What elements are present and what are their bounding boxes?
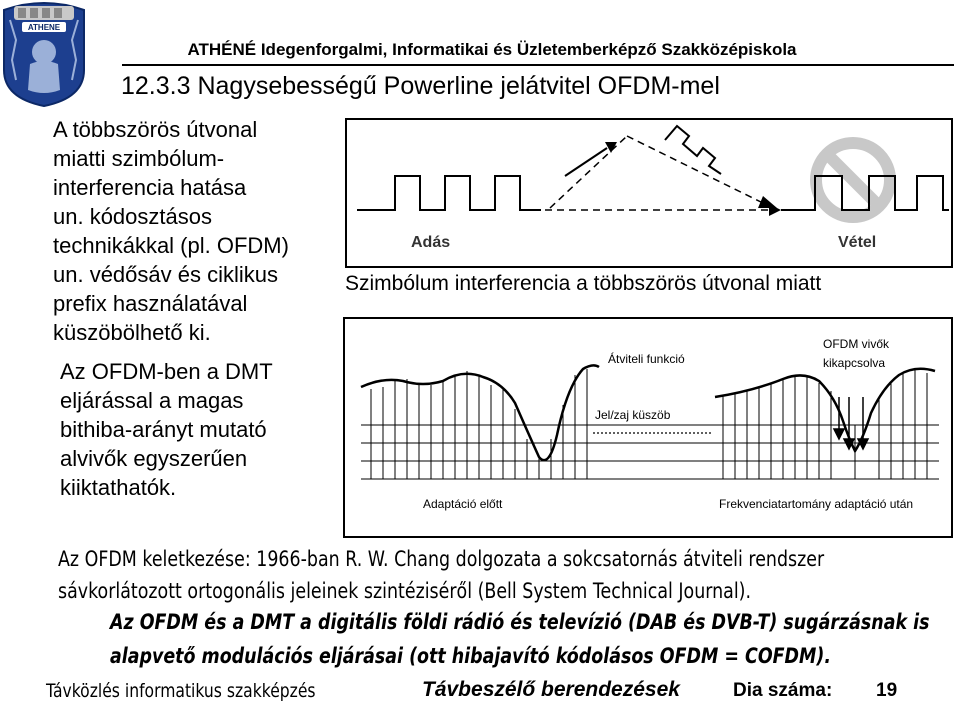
slide-title: 12.3.3 Nagysebességű Powerline jelátvitel OFDM-mel bbox=[121, 72, 720, 100]
left-text-line: alvivők egyszerűen bbox=[60, 446, 248, 471]
incident-arrow-line bbox=[565, 148, 607, 176]
diagram-caption: Szimbólum interferencia a többszörös útvonal miatt bbox=[345, 272, 822, 295]
italic-line: Az OFDM és a DMT a digitális földi rádió és televízió (DAB és DVB-T) sugárzásnak is bbox=[110, 610, 930, 634]
transfer-function-label: Átviteli funkció bbox=[608, 352, 685, 366]
ofdm-carriers-label-1: OFDM vivők bbox=[823, 337, 889, 351]
after-adaptation-label: Frekvenciatartomány adaptáció után bbox=[719, 497, 914, 511]
reflected-path-down bbox=[627, 136, 765, 204]
reflected-path-arrowhead bbox=[758, 196, 777, 208]
multipath-diagram bbox=[345, 118, 953, 268]
receive-label: Vétel bbox=[838, 234, 877, 251]
italic-line: alapvető modulációs eljárásai (ott hibajavító kódolásos OFDM = COFDM). bbox=[110, 644, 831, 668]
left-text-line: küszöbölhető ki. bbox=[53, 320, 211, 345]
header-rule bbox=[122, 64, 954, 66]
ofdm-adaptation-diagram bbox=[343, 317, 955, 539]
footer-subject: Távbeszélő berendezések bbox=[422, 678, 680, 701]
reflected-path-up bbox=[550, 136, 627, 208]
footer-course: Távközlés informatikus szakképzés bbox=[46, 680, 316, 702]
no-sign-icon bbox=[816, 143, 890, 217]
left-paragraph-1 bbox=[53, 115, 289, 347]
left-text-line: eljárással a magas bbox=[60, 388, 244, 413]
left-paragraph-2 bbox=[60, 357, 273, 502]
left-text-line: kiiktathatók. bbox=[60, 475, 177, 500]
school-logo bbox=[0, 0, 88, 108]
left-text-line: prefix használatával bbox=[53, 291, 248, 316]
left-text-line: Az OFDM-ben a DMT bbox=[60, 359, 273, 384]
left-text-line: technikákkal (pl. OFDM) bbox=[53, 233, 289, 258]
body-line: Az OFDM keletkezése: 1966-ban R. W. Chang dolgozata a sokcsatornás átviteli rendszer bbox=[58, 547, 825, 571]
before-adaptation-label: Adaptáció előtt bbox=[423, 497, 503, 511]
left-text-line: bithiba-arányt mutató bbox=[60, 417, 267, 442]
reflected-pulses bbox=[665, 126, 721, 174]
footer-slide-label: Dia száma: bbox=[733, 680, 833, 701]
school-name: ATHÉNÉ Idegenforgalmi, Informatikai és Üzletemberképző Szakközépiskola bbox=[187, 40, 797, 59]
body-line: sávkorlátozott ortogonális jeleinek szintéziséről (Bell System Technical Journal). bbox=[58, 579, 752, 603]
transmit-signal bbox=[357, 176, 541, 210]
left-text-line: un. védősáv és ciklikus bbox=[53, 262, 278, 287]
ofdm-carriers-label-2: kikapcsolva bbox=[823, 356, 886, 370]
ofdm-usage-text bbox=[110, 605, 929, 673]
transmit-label: Adás bbox=[411, 234, 451, 251]
footer-slide-number: 19 bbox=[876, 680, 898, 701]
left-text-line: un. kódosztásos bbox=[53, 204, 212, 229]
logo-text: ATHENE bbox=[27, 23, 61, 32]
left-text-line: interferencia hatása bbox=[53, 175, 247, 200]
left-text-line: A többszörös útvonal bbox=[53, 117, 258, 142]
left-text-line: miatti szimbólum- bbox=[53, 146, 225, 171]
ofdm-history-text bbox=[58, 543, 824, 607]
snr-threshold-label: Jel/zaj küszöb bbox=[595, 408, 671, 422]
